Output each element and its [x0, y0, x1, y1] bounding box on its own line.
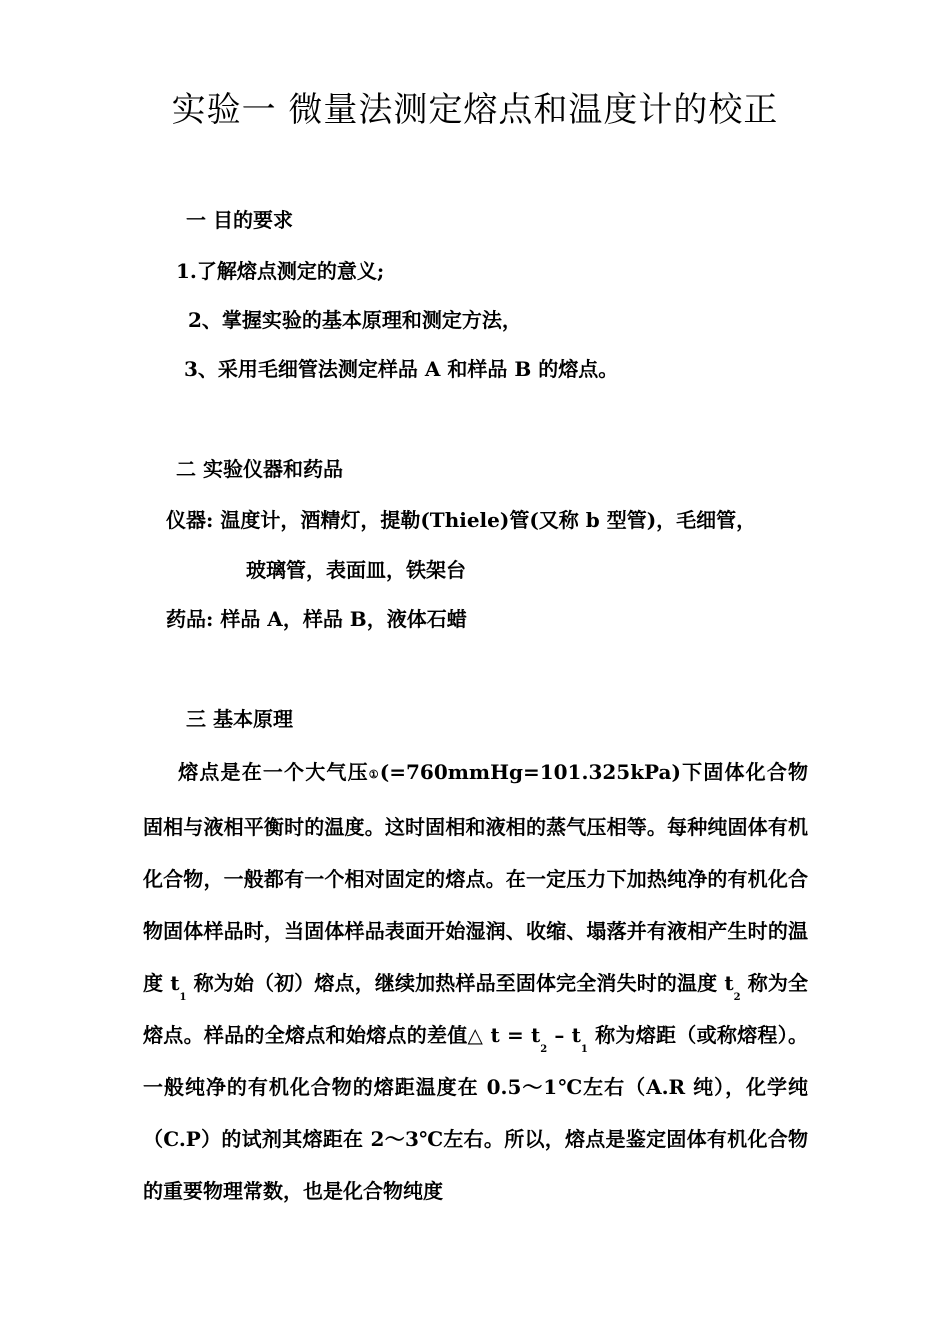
subscript-4: 1	[580, 1044, 588, 1055]
subscript-3: 2	[540, 1044, 548, 1055]
chemicals-line: 药品: 样品 A，样品 B，液体石蜡	[166, 607, 467, 631]
principle-text-a: 熔点是在一个大气压	[177, 760, 369, 784]
objective-item-3: 3、采用毛细管法测定样品 A 和样品 B 的熔点。	[184, 357, 619, 381]
objective-item-2: 2、掌握实验的基本原理和测定方法，	[188, 308, 522, 332]
section-heading-objectives: 一 目的要求	[186, 208, 293, 232]
principle-text-e: – t	[547, 1023, 581, 1047]
instruments-line-2: 玻璃管，表面皿，铁架台	[246, 558, 466, 582]
principle-text-d: 称为全熔点。样品的全熔点和始熔点的差值△ t = t	[143, 971, 809, 1047]
section-heading-principle: 三 基本原理	[186, 707, 293, 731]
principle-paragraph	[143, 746, 808, 1217]
footnote-marker: ①	[368, 768, 380, 781]
document-title: 实验一 微量法测定熔点和温度计的校正	[171, 90, 779, 130]
subscript-1: 1	[179, 992, 187, 1003]
principle-text-f: 称为熔距（或称熔程）。一般纯净的有机化合物的熔距温度在 0.5～1℃左右（A.R 纯），化学纯（C.P）的试剂其熔距在 2～3℃左右。所以，熔点是鉴定固体有机化合物的重要物理常数，也是化合物纯度	[143, 1023, 808, 1203]
section-heading-equipment: 二 实验仪器和药品	[176, 457, 343, 481]
principle-text-c: 称为始（初）熔点，继续加热样品至固体完全消失时的温度 t	[186, 971, 734, 995]
instruments-line-1: 仪器: 温度计，酒精灯，提勒(Thiele)管(又称 b 型管)，毛细管，	[166, 508, 757, 532]
objective-item-1: 1.了解熔点测定的意义;	[176, 259, 385, 283]
principle-text-b: (=760mmHg=101.325kPa)下固体化合物固相与液相平衡时的温度。这时固相和液相的蒸气压相等。每种纯固体有机化合物，一般都有一个相对固定的熔点。在一定压力下加热纯净的有机化合物固体样品时，当固体样品表面开始湿润、收缩、塌落并有液相产生时的温度 t	[143, 760, 809, 995]
subscript-2: 2	[733, 992, 741, 1003]
